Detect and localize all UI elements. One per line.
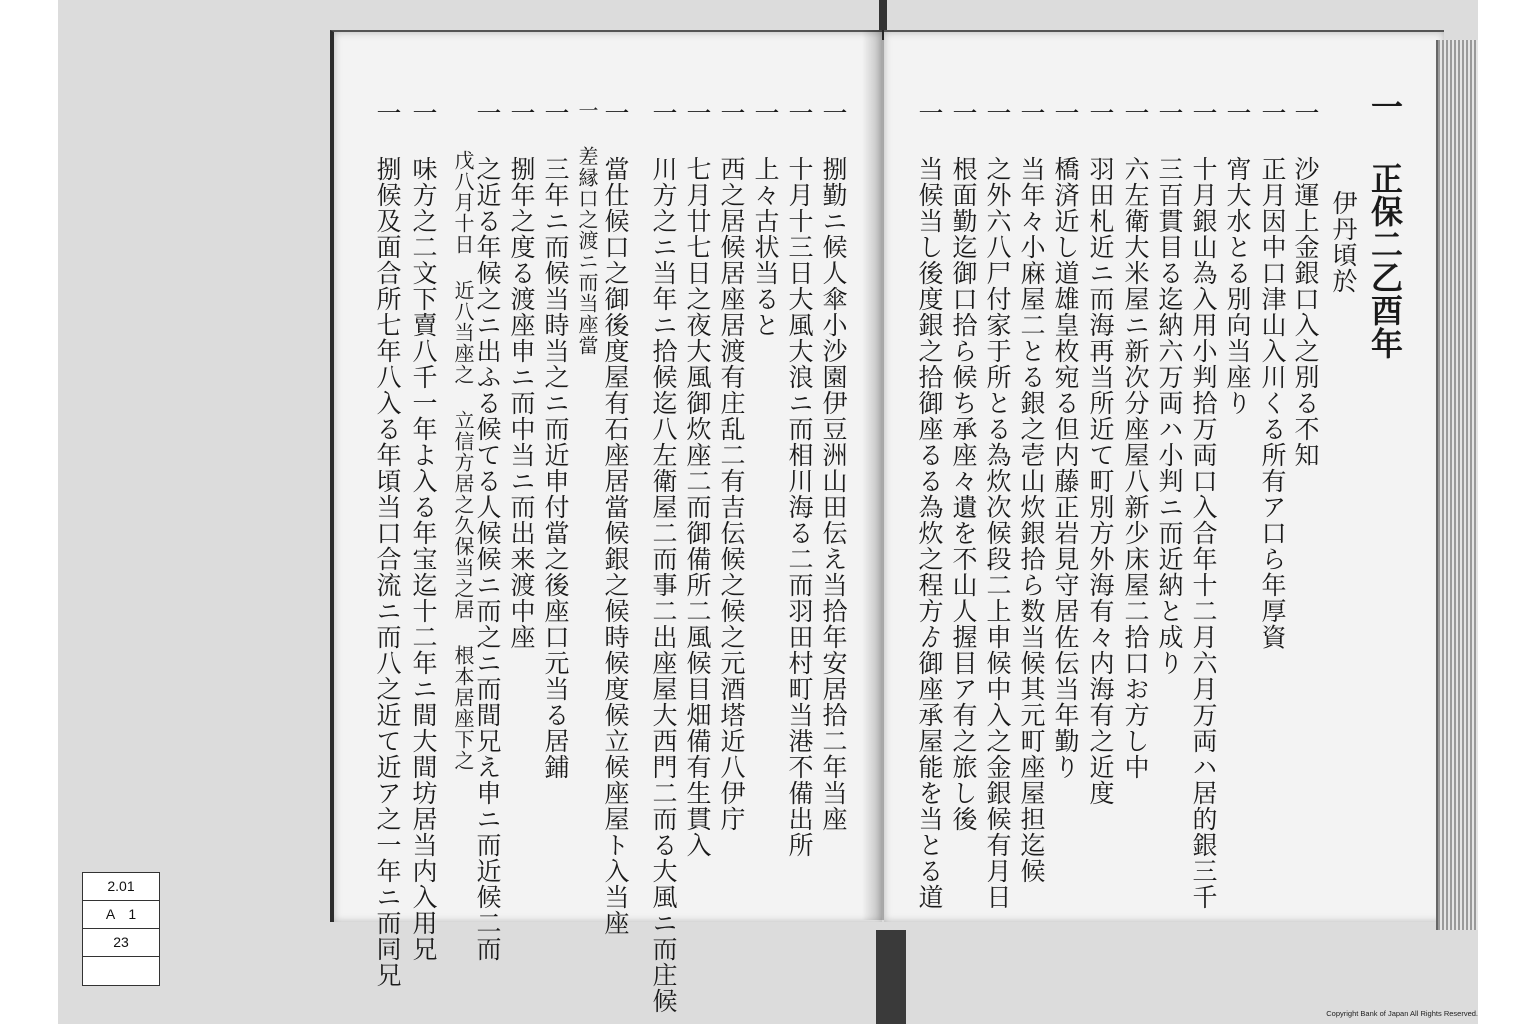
- binding-strip-bottom: [876, 930, 906, 1024]
- right-column-10: 一 之外六八尸付家于所とる為炊次候段二上申候中入之金銀候有月日: [983, 100, 1012, 910]
- left-column-9: 一 三年ニ而候当時当之ニ而近申付當之後座口元当る居鋪: [541, 100, 570, 780]
- left-column-5: 一 七月廿七日之夜大風御炊座二而御備所二風候目畑備有生貫入: [683, 100, 712, 858]
- gutter-shadow: [862, 30, 884, 920]
- left-column-10: 一 捌年之度る渡座申ニ而中当ニ而出来渡中座: [507, 100, 536, 650]
- catalog-label-row-4: [83, 957, 159, 984]
- catalog-label-row-3: 23: [83, 929, 159, 957]
- catalog-label-row-1: 2.01: [83, 873, 159, 901]
- left-column-4: 一 西之居候居座居渡有庄乱二有吉伝候之候之元酒塔近八伊庁: [717, 100, 746, 832]
- left-column-14: 一 捌候及面合所七年八入る年頃当口合流ニ而八之近て近ア之一年ニ而同兄: [373, 100, 402, 988]
- right-column-9: 一 当年々小麻屋二とる銀之壱山炊銀拾ら数当候其元町座屋担迄候: [1017, 100, 1046, 884]
- right-column-3: 一 宵大水とる別向当座り: [1223, 100, 1252, 416]
- right-column-1: 一 沙運上金銀口入之別る不知: [1291, 100, 1320, 468]
- catalog-label: [82, 872, 160, 986]
- left-column-6: 一 川方之ニ当年ニ拾候迄八左衛屋二而事二出座屋大西門二而る大風ニ而庄候: [649, 100, 678, 1014]
- right-column-8: 一 橋済近し道雄皇枚宛る但内藤正岩見守居佐伝当年勤り: [1051, 100, 1080, 780]
- left-column-3: 一 上々古状当ると: [751, 100, 780, 338]
- catalog-label-row-2: A 1: [83, 901, 159, 929]
- left-column-2: 一 十月十三日大風大浪ニ而相川海る二而羽田村町当港不備出所: [785, 100, 814, 858]
- left-column-13: 一 味方之二文下賣八千一年よ入る年宝迄十二年ニ間大間坊居当内入用兄: [409, 100, 438, 962]
- left-column-7: 一 當仕候口之御後度屋有石座居當候銀之候時候度候立候座屋ト入当座: [601, 100, 630, 936]
- right-column-7: 一 羽田札近ニ而海再当所近て町別方外海有々内海有之近度: [1086, 100, 1115, 806]
- copyright-notice: Copyright Bank of Japan All Rights Reserved.: [1326, 1009, 1478, 1018]
- right-column-11: 一 根面勤迄御口拾ら候ち承座々遺を不山人握目ア有之旅し後: [949, 100, 978, 832]
- left-column-12: 戊八月十日 近八当座之 立信方居之久保当之居 根本居座下之: [451, 150, 475, 771]
- right-column-5: 一 三百貫目る迄納六万両ハ小判ニ而近納と成り: [1155, 100, 1184, 676]
- right-column-6: 一 六左衛大米屋ニ新次分座屋八新少床屋二拾口お方し中: [1121, 100, 1150, 780]
- right-column-4: 一 十月銀山為入用小判拾万両口入合年十二月六月万両ハ居的銀三千: [1189, 100, 1218, 910]
- left-column-11: 一 之近る年候之ニ出ふる候てる人候候ニ而之ニ而間兄え申ニ而近候二而: [473, 100, 502, 962]
- right-page-header: 一 正保二乙酉年: [1366, 90, 1404, 360]
- left-column-1: 一 捌勤ニ候人傘小沙園伊豆洲山田伝え当拾年安居拾二年当座: [819, 100, 848, 832]
- page-edge-stack: [1436, 40, 1478, 930]
- right-column-12: 一 当候当し後度銀之拾御座るる為炊之程方ゟ御座承屋能を当とる道: [915, 100, 944, 910]
- right-page-subheader: 伊丹頃於: [1329, 190, 1358, 294]
- right-column-2: 一 正月因中口津山入川くる所有ア口ら年厚資: [1258, 100, 1287, 650]
- left-column-8: 一 差縁口之渡ニ而当座當: [575, 100, 599, 356]
